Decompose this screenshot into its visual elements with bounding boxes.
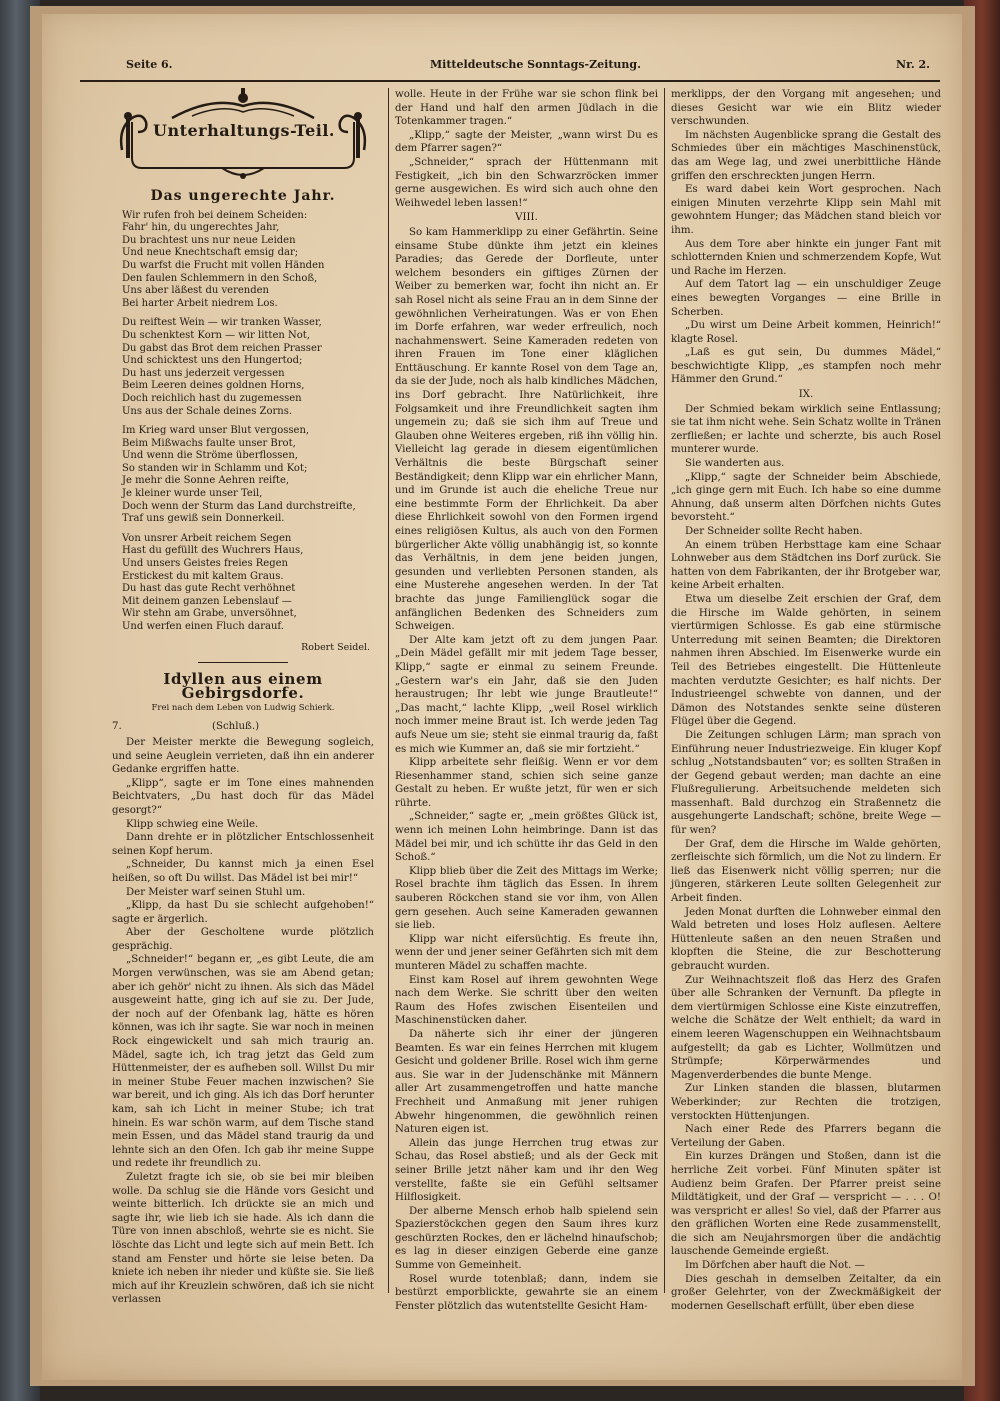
page-header xyxy=(80,52,940,82)
paragraph: Da näherte sich ihr einer der jüngeren Beamten. Es war ein feines Herrchen mit klugem Gesicht und goldener Brille. Rosel wich ihm gerne aus. Sie war in der Judenschänke mit Männern aller Art zusammengetroffen und hatte manche Frechheit und Anmaßung mit jener ruhigen Abwehr hingenommen, die gewöhnlich reinen Naturen eigen ist. xyxy=(395,1028,658,1136)
poem-title: Das ungerechte Jahr. xyxy=(150,188,336,204)
paragraph: „Du wirst um Deine Arbeit kommen, Heinrich!“ klagte Rosel. xyxy=(671,320,941,345)
paragraph: Die Zeitungen schlugen Lärm; man sprach von Einführung neuer Industriezweige. Ein kluger Kopf schlug „Notstandsbauten“ vor; es sollten Straßen in der Gegend gebaut werden; man dachte an eine Flußregulierung. Arbeitsuchende meldeten sich massenhaft. Bald durchzog ein Straßennetz die ausgehungerte Landschaft; schöne, breite Wege — für wen? xyxy=(671,729,941,837)
part-heading xyxy=(112,720,374,736)
paragraph: „Schneider, Du kannst mich ja einen Esel heißen, so oft Du willst. Das Mädel ist bei mir!“ xyxy=(112,859,374,884)
story-text-col1 xyxy=(112,736,374,1307)
poem-stanza: Du reiftest Wein — wir tranken Wasser, Du schenktest Korn — wir litten Not, Du gabst das Brot dem reichen Prasser Und schicktest uns den Hungertod; Du hast uns jederzeit vergessen Beim Leeren deines goldnen Horns, Doch reichlich hast du zugemessen Uns aus der Schale deines Zorns. xyxy=(122,317,322,417)
paragraph: Zur Linken standen die blassen, blutarmen Weberkinder; zur Rechten die trotzigen, verstockten Hüttenjungen. xyxy=(671,1083,941,1122)
paragraph: Klipp schwieg eine Weile. xyxy=(126,818,259,830)
paragraph: „Klipp,“ sagte der Meister, „wann wirst Du es dem Pfarrer sagen?“ xyxy=(395,129,658,155)
paragraph: Der Graf, dem die Hirsche im Walde gehörten, zerfleischte sich förmlich, um die Not zu lindern. Er ließ das Eisenwerk nicht völlig sperren; nur die jüngeren, stärkeren Leute sollten Gelegenheit zur Arbeit finden. xyxy=(671,838,941,905)
paragraph: Der Schneider sollte Recht haben. xyxy=(685,526,863,537)
paragraph: Auf dem Tatort lag — ein unschuldiger Zeuge eines bewegten Vorganges — eine Brille in Scherben. xyxy=(671,279,941,318)
paragraph: Der Alte kam jetzt oft zu dem jungen Paar. „Dein Mädel gefällt mir mit jedem Tage besser, Klipp,“ sagte er einmal zu seinem Freunde. „Gestern war's ein Jahr, daß sie den Juden heraustrugen; Ihr lebt wie junge Brautleute!“ „Das macht,“ lachte Klipp, „weil Rosel wirklich noch immer meine Braut ist. Ich werde jeden Tag aufs Neue um sie; steht sie einmal traurig da, faßt es mich wie Kummer an, daß sie mir fortzieht.“ xyxy=(395,634,658,755)
part-caption: (Schluß.) xyxy=(212,720,260,732)
newspaper-title: Mitteldeutsche Sonntags-Zeitung. xyxy=(430,58,641,71)
poem-stanza: Im Krieg ward unser Blut vergossen, Beim Mißwachs faulte unser Brot, Und wenn die Ströme überflossen, So standen wir in Schlamm und Kot; Je mehr die Sonne Aehren reifte, Je kleiner wurde unser Teil, Doch wenn der Sturm das Land durchstreifte, Traf uns gewiß sein Donnerkeil. xyxy=(122,425,356,525)
paragraph: Klipp blieb über die Zeit des Mittags im Werke; Rosel brachte ihm täglich das Essen. In ihrem sauberen Röckchen stand sie vor ihm, von Allen gern gesehen. Auch seine Kameraden gewannen sie lieb. xyxy=(395,865,658,932)
paragraph: Im Dörfchen aber hauft die Not. — xyxy=(685,1260,865,1272)
paragraph: merklipps, der den Vorgang mit angesehen; und dieses Gesicht war wie ein Blitz wieder verschwunden. xyxy=(671,89,941,128)
section-number: IX. xyxy=(798,389,814,401)
paragraph: Der alberne Mensch erhob halb spielend sein Spazierstöckchen gegen den Saum ihres kurz geschürzten Rockes, den er lächelnd hinaufschob; es lag in dieser einzigen Geberde eine ganze Summe von Gemeinheit. xyxy=(395,1205,658,1272)
story-title: Idyllen aus einem Gebirgsdorfe. xyxy=(163,670,323,702)
story-subtitle: Frei nach dem Leben von Ludwig Schierk. xyxy=(151,703,335,714)
divider xyxy=(198,662,288,663)
section-ornament xyxy=(112,88,374,184)
poem xyxy=(112,210,374,634)
paragraph: „Schneider!“ begann er, „es gibt Leute, die am Morgen verwünschen, was sie am Abend getan; aber ich gehör' nicht zu ihnen. Als sich das Mädel ausgeweint hatte, ging ich auf sie zu. Der Jude, der noch auf der Ofenbank lag, hätte es hören können, was ich ihr sagte. Sie war noch in meinen Rock eingewickelt und sah mich traurig an. Mädel, sagte ich, ich trag jetzt das Geld zum Hüttenmeister, der es aufheben soll. Willst Du mir in meiner Stube Feuer machen inzwischen? Sie war bereit, und ich ging. Als ich das Dorf herunter kam, sah ich Licht in meiner Stube; ich trat hinein. Es war schön warm, auf dem Tische stand mein Essen, und das Mädel stand traurig da und lehnte sich an den Ofen. Ich gab ihr meine Suppe und redete ihr freundlich zu. xyxy=(112,954,374,1170)
paragraph: Etwa um dieselbe Zeit erschien der Graf, dem die Hirsche im Walde gehörten, in seinem viertürmigen Schlosse. Es gab eine stürmische Unterredung mit seinen Beamten; die Direktoren nahmen ihren Abschied. Im Eisenwerke wurde ein Teil des Betriebes eingestellt. Die Hüttenleute machten verdutzte Gesichter; es half nichts. Der Industrieengel schwebte von dannen, und der Dämon des Notstandes senkte seine düsteren Flügel über die Gegend. xyxy=(671,593,941,728)
poem-stanza: Wir rufen froh bei deinem Scheiden: Fahr' hin, du ungerechtes Jahr, Du brachtest uns nur neue Leiden Und neue Knechtschaft emsig dar; Du warfst die Frucht mit vollen Händen Den faulen Schlemmern in den Schoß, Uns aber läßest du verenden Bei harter Arbeit niedrem Los. xyxy=(122,209,325,309)
paragraph: Sie wanderten aus. xyxy=(685,458,785,470)
paragraph: Der Meister merkte die Bewegung sogleich, und seine Aeuglein verrieten, daß ihn ein anderer Gedanke ergriffen hatte. xyxy=(112,736,374,776)
paragraph: Jeden Monat durften die Lohnweber einmal den Wald betreten und loses Holz auflesen. Aeltere Hüttenleute saßen an den neuen Straßen und klopften die Steine, die zur Beschotterung gebraucht wurden. xyxy=(671,906,941,972)
paragraph: Allein das junge Herrchen trug etwas zur Schau, das Rosel abstieß; und als der Geck mit seiner Brille jetzt näher kam und ihr den Weg verstellte, faßte sie ein Gefühl seltsamer Hilflosigkeit. xyxy=(395,1137,658,1204)
paragraph: Dies geschah in demselben Zeitalter, da ein großer Gelehrter, von der Zweckmäßigkeit der modernen Gesellschaft erfüllt, über eben diese xyxy=(671,1273,941,1312)
paragraph: Der Meister warf seinen Stuhl um. xyxy=(126,886,306,898)
paragraph: „Laß es gut sein, Du dummes Mädel,“ beschwichtigte Klipp, „es stampfen noch mehr Hämmer den Grund.“ xyxy=(671,347,941,386)
column-3 xyxy=(664,88,941,1312)
page-number: Seite 6. xyxy=(126,58,173,71)
paragraph: Einst kam Rosel auf ihrem gewohnten Wege nach dem Werke. Sie schritt über den weiten Raum des Hofes zwischen Eisenteilen und Maschinenstücken daher. xyxy=(395,974,658,1027)
paragraph: Nach einer Rede des Pfarrers begann die Verteilung der Gaben. xyxy=(671,1124,941,1149)
paragraph: Ein kurzes Drängen und Stoßen, dann ist die herrliche Zeit vorbei. Fünf Minuten später ist Audienz beim Grafen. Der Pfarrer preist seine Mildtätigkeit, und der Graf — verspricht — . . . O! was verspricht er alles! So viel, daß der Pfarrer aus den gräflichen Worten eine Rede zusammenstellt, die sich am Neujahrsmorgen über die andächtig lauschende Gemeinde ergießt. xyxy=(671,1151,941,1258)
issue-number: Nr. 2. xyxy=(896,58,930,71)
paragraph: An einem trüben Herbsttage kam eine Schaar Lohnweber aus dem Städtchen ins Dorf zurück. Sie hatten von dem Fabrikanten, der ihr Brotgeber war, keine Arbeit erhalten. xyxy=(671,539,941,592)
poem-author: Robert Seidel. xyxy=(301,641,370,653)
paragraph: Der Schmied bekam wirklich seine Entlassung; sie tat ihm nicht wehe. Sein Schatz wollte in Tränen zerfließen; er lachte und scherzte, bis auch Rosel munterer wurde. xyxy=(671,403,941,456)
column-1 xyxy=(112,88,374,1306)
section-title: Unterhaltungs-Teil. xyxy=(153,121,335,140)
paragraph: Aber der Gescholtene wurde plötzlich gesprächig. xyxy=(112,927,374,952)
paragraph: Aus dem Tore aber hinkte ein junger Fant mit schlotternden Knien und schmerzendem Kopfe, Wut und Rache im Herzen. xyxy=(671,238,941,277)
paragraph: So kam Hammerklipp zu einer Gefährtin. Seine einsame Stube dünkte ihm jetzt ein kleines Paradies; das Gerede der Dorfleute, unter welchem besonders ein giftiges Zürnen der Weiber zu bemerken war, focht ihn nicht an. Er sah Rosel nicht als seine Frau an in dem Sinne der gewöhnlichen Verheiratungen. Was er von Ehen im Dorfe erfahren, war weder erfreulich, noch nachahmenswert. Seine Kameraden redeten von ihren Frauen im Tone einer kläglichen Enttäuschung. Er kannte Rosel von dem Tage an, da sie der Jude, noch als halb kindliches Mädchen, ins Dorf gebracht. Ihre Natürlichkeit, ihre Folgsamkeit und ihre Freundlichkeit sagten ihm ungemein zu; daß sie sich ihm auf Treue und Glauben ohne Weiteres ergeben, riß ihn völlig hin. Vielleicht lag gerade in diesem eigentümlichen Verhältnis die beste Bürgschaft seiner Beständigkeit; denn Klipp war ein ehrlicher Mann, und im Grunde ist auch die eheliche Treue nur eine bestimmte Form der Ehrlichkeit. Da aber diese Ehrlichkeit sowohl von den Formen irgend eines religiösen Kultus, als auch von den Formen bürgerlicher Akte völlig unabhängig ist, so konnte das Verhältnis, in dem jene beiden jungen, gesunden und verliebten Personen standen, als eine Musterehe angesehen werden. In der Tat brachte das junge Familienglück sogar die anfänglichen Bedenken des Schneiders zum Schweigen. xyxy=(395,226,658,633)
paragraph: „Klipp, da hast Du sie schlecht aufgehoben!“ sagte er ärgerlich. xyxy=(112,900,374,925)
poem-stanza: Von unsrer Arbeit reichem Segen Hast du gefüllt des Wuchrers Haus, Und unsers Geistes freies Regen Erstickest du mit kaltem Graus. Du hast das gute Recht verhöhnet Mit deinem ganzen Lebenslauf — Wir stehn am Grabe, unversöhnet, Und werfen einen Fluch darauf. xyxy=(122,532,304,632)
paragraph: Rosel wurde totenblaß; dann, indem sie bestürzt emporblickte, gewahrte sie an einem Fenster plötzlich das wutentstellte Gesicht Ham- xyxy=(395,1273,658,1312)
part-number: 7. xyxy=(112,720,122,732)
paragraph: Klipp arbeitete sehr fleißig. Wenn er vor dem Riesenhammer stand, schien sich seine ganze Gestalt zu heben. Er wußte jetzt, für wen er sich rührte. xyxy=(395,757,658,809)
paragraph: „Klipp,“ sagte der Schneider beim Abschiede, „ich ginge gern mit Euch. Ich habe so eine dumme Ahnung, daß unserm alten Dörfchen nichts Gutes bevorsteht.“ xyxy=(671,471,941,524)
paragraph: Zuletzt fragte ich sie, ob sie bei mir bleiben wolle. Da schlug sie die Hände vors Gesicht und weinte bitterlich. Ich drückte sie an mich und sagte ihr, wie lieb ich sie hade. Als ich dann die Türe von innen abschloß, wehrte sie es nicht. Sie löschte das Licht und legte sich auf mein Bett. Ich stand am Fenster und hörte sie leise beten. Da kniete ich neben ihr nieder und küßte sie. Sie ließ mich auf ihr Kreuzlein schwören, daß ich sie nicht verlassen xyxy=(112,1171,374,1306)
paragraph: Klipp war nicht eifersüchtig. Es freute ihn, wenn der und jener seiner Gefährten sich mit dem munteren Mädel zu schaffen machte. xyxy=(395,933,658,972)
paragraph: Im nächsten Augenblicke sprang die Gestalt des Schmiedes über ein mächtiges Maschinenstück, das am Wege lag, und zwei unerbittliche Hände griffen den erschreckten jungen Herrn. xyxy=(671,129,941,182)
section-number: VIII. xyxy=(515,212,538,224)
paragraph: wolle. Heute in der Frühe war sie schon flink bei der Hand und half den armen Jüdlach in die Totenkammer tragen.“ xyxy=(395,89,658,128)
paragraph: „Klipp“, sagte er im Tone eines mahnenden Beichtvaters, „Du hast doch für das Mädel gesorgt?“ xyxy=(112,777,374,816)
paragraph: Dann drehte er in plötzlicher Entschlossenheit seinen Kopf herum. xyxy=(112,832,374,857)
paragraph: „Schneider,“ sagte er, „mein größtes Glück ist, wenn ich meinen Lohn heimbringe. Dann ist das Mädel bei mir, und ich schütte ihr das Geld in den Schoß.“ xyxy=(395,811,658,864)
paragraph: „Schneider,“ sprach der Hüttenmann mit Festigkeit, „ich bin den Schwarzröcken immer gerne ausgewichen. Es wird sich auch ohne den Weihwedel leben lassen!“ xyxy=(395,156,658,209)
paragraph: Zur Weihnachtszeit floß das Herz des Grafen über alle Schranken der Vernunft. Da pflegte in dem viertürmigen Schlosse eine Kiste einzutreffen, welche die Schätze der Welt enthielt; da ward in einem leeren Wagenschuppen ein Weihnachtsbaum aufgestellt; da gab es Lichter, Wollmützen und Strümpfe; Körperwärmendes und Magenverderbendes die bunte Menge. xyxy=(671,974,941,1081)
paragraph: Es ward dabei kein Wort gesprochen. Nach einigen Minuten verzehrte Klipp sein Mahl mit gewohntem Hunger; das Mädchen stand bleich vor ihm. xyxy=(671,184,941,236)
column-2 xyxy=(388,88,658,1312)
